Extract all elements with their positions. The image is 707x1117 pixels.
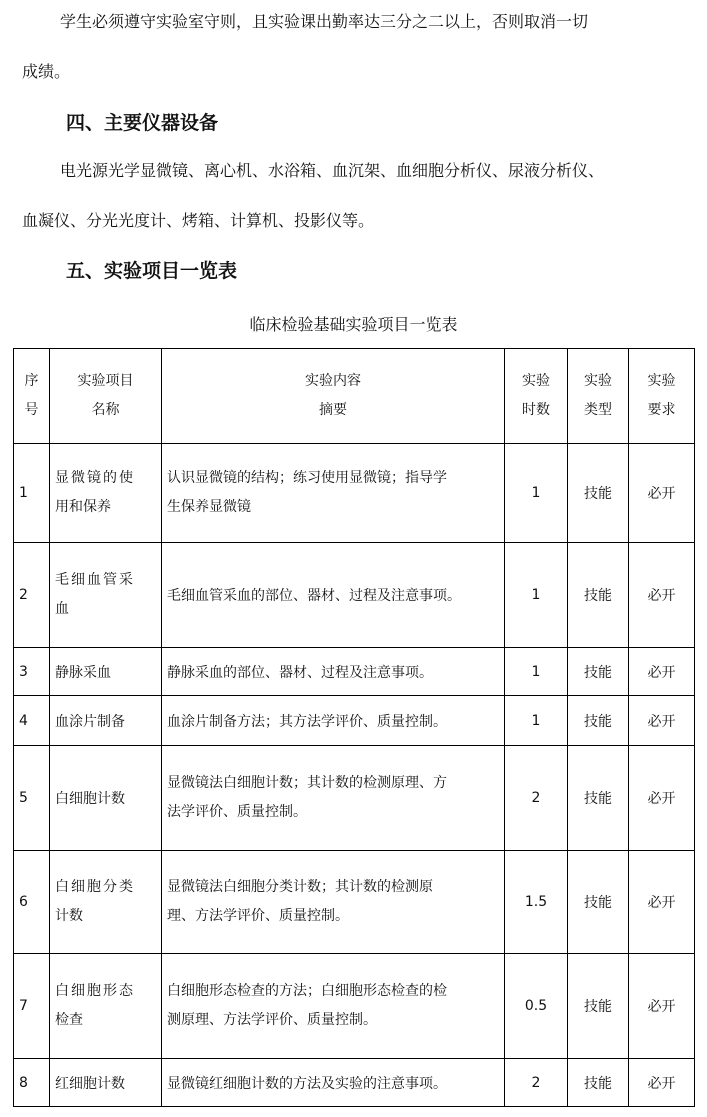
table-row: [14, 851, 695, 954]
row-name: 毛细血管采 血: [50, 543, 162, 648]
row-hours: 1: [505, 444, 568, 543]
header-name: 实验项目 名称: [50, 349, 162, 444]
table-row: [14, 1059, 695, 1107]
row-name: 白细胞计数: [50, 746, 162, 851]
row-name: 白细胞形态 检查: [50, 954, 162, 1059]
row-name: 红细胞计数: [50, 1059, 162, 1107]
row-content: 静脉采血的部位、器材、过程及注意事项。: [162, 648, 505, 696]
row-content: 认识显微镜的结构；练习使用显微镜；指导学 生保养显微镜: [162, 444, 505, 543]
row-content: 毛细血管采血的部位、器材、过程及注意事项。: [162, 543, 505, 648]
header-type: 实验 类型: [568, 349, 629, 444]
row-type: 技能: [568, 696, 629, 746]
table-row: [14, 696, 695, 746]
row-number: 5: [14, 746, 50, 851]
row-content: 显微镜法白细胞计数；其计数的检测原理、方 法学评价、质量控制。: [162, 746, 505, 851]
header-requirement: 实验 要求: [629, 349, 695, 444]
header-hours: 实验 时数: [505, 349, 568, 444]
row-hours: 2: [505, 1059, 568, 1107]
row-number: 3: [14, 648, 50, 696]
experiment-table: [13, 348, 695, 1107]
equipment-paragraph-line1: 电光源光学显微镜、离心机、水浴箱、血沉架、血细胞分析仪、尿液分析仪、: [60, 161, 605, 180]
row-type: 技能: [568, 1059, 629, 1107]
section4-heading: 四、主要仪器设备: [66, 112, 219, 134]
header-content: 实验内容 摘要: [162, 349, 505, 444]
equipment-paragraph-line2: 血凝仪、分光光度计、烤箱、计算机、投影仪等。: [22, 211, 375, 230]
row-type: 技能: [568, 746, 629, 851]
row-type: 技能: [568, 954, 629, 1059]
header-seq: 序 号: [14, 349, 50, 444]
row-requirement: 必开: [629, 444, 695, 543]
row-hours: 0.5: [505, 954, 568, 1059]
row-hours: 1: [505, 696, 568, 746]
row-hours: 1: [505, 648, 568, 696]
table-header-row: [14, 349, 695, 444]
row-type: 技能: [568, 851, 629, 954]
row-number: 1: [14, 444, 50, 543]
table-row: [14, 954, 695, 1059]
row-number: 8: [14, 1059, 50, 1107]
table-row: [14, 648, 695, 696]
row-hours: 1: [505, 543, 568, 648]
row-name: 白细胞分类 计数: [50, 851, 162, 954]
row-requirement: 必开: [629, 1059, 695, 1107]
row-number: 7: [14, 954, 50, 1059]
row-number: 6: [14, 851, 50, 954]
row-requirement: 必开: [629, 543, 695, 648]
row-type: 技能: [568, 648, 629, 696]
row-hours: 1.5: [505, 851, 568, 954]
row-requirement: 必开: [629, 851, 695, 954]
row-content: 白细胞形态检查的方法；白细胞形态检查的检 测原理、方法学评价、质量控制。: [162, 954, 505, 1059]
row-type: 技能: [568, 543, 629, 648]
row-requirement: 必开: [629, 648, 695, 696]
rules-paragraph-line2: 成绩。: [22, 62, 71, 81]
table-row: [14, 746, 695, 851]
row-requirement: 必开: [629, 954, 695, 1059]
row-requirement: 必开: [629, 696, 695, 746]
row-number: 2: [14, 543, 50, 648]
row-name: 血涂片制备: [50, 696, 162, 746]
row-content: 血涂片制备方法；其方法学评价、质量控制。: [162, 696, 505, 746]
table-caption: 临床检验基础实验项目一览表: [249, 315, 458, 334]
row-content: 显微镜法白细胞分类计数；其计数的检测原 理、方法学评价、质量控制。: [162, 851, 505, 954]
row-requirement: 必开: [629, 746, 695, 851]
row-type: 技能: [568, 444, 629, 543]
row-hours: 2: [505, 746, 568, 851]
row-number: 4: [14, 696, 50, 746]
section5-heading: 五、实验项目一览表: [66, 260, 238, 282]
row-name: 显微镜的使 用和保养: [50, 444, 162, 543]
table-row: [14, 543, 695, 648]
table-row: [14, 444, 695, 543]
row-content: 显微镜红细胞计数的方法及实验的注意事项。: [162, 1059, 505, 1107]
rules-paragraph-line1: 学生必须遵守实验室守则，且实验课出勤率达三分之二以上，否则取消一切: [60, 12, 589, 31]
row-name: 静脉采血: [50, 648, 162, 696]
